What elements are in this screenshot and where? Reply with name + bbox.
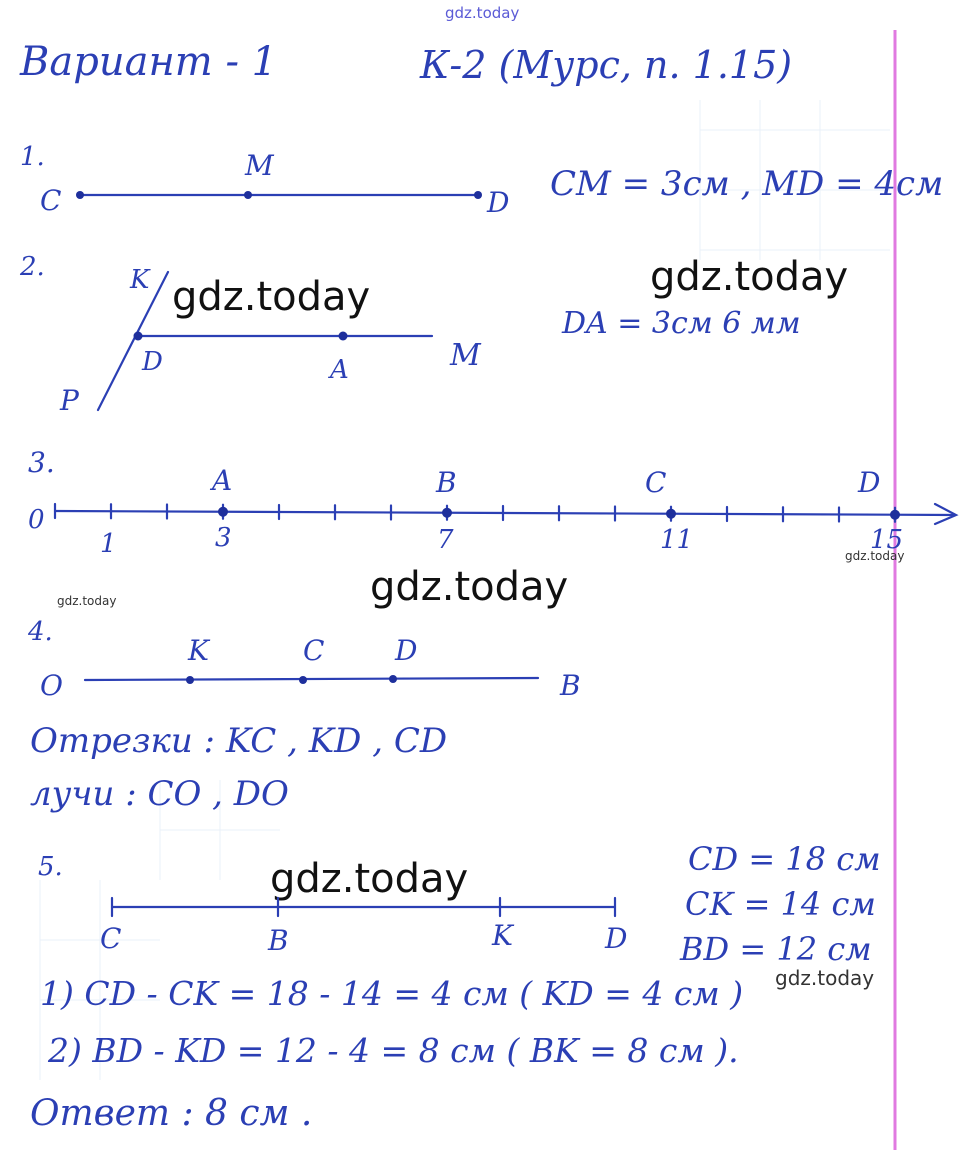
task2-label-p: P	[60, 384, 79, 417]
task5-label-k: K	[492, 919, 513, 952]
task1-point-d	[474, 191, 482, 199]
task4-number: 4.	[28, 617, 53, 647]
task4-point-c	[299, 676, 307, 684]
axis-point-c	[666, 509, 676, 519]
axis-point-d	[890, 510, 900, 520]
task4-label-b: B	[560, 669, 581, 702]
watermark-1: gdz.today	[172, 274, 371, 320]
task4-point-d	[389, 675, 397, 683]
task3-number: 3.	[28, 446, 55, 479]
task4-label-d: D	[395, 634, 418, 667]
task4-point-k	[186, 676, 194, 684]
task4-rays: лучи : CO , DO	[30, 774, 289, 814]
task4-label-c: C	[303, 634, 325, 667]
task5-label-d: D	[605, 922, 628, 955]
task5-given-ck: CK = 14 см	[685, 885, 876, 923]
task2-label-k: K	[130, 265, 150, 295]
watermark-4: gdz.today	[270, 856, 469, 902]
tick-label-1: 1	[100, 529, 117, 559]
axis-label-c: C	[645, 466, 667, 499]
watermark-small-1: gdz.today	[845, 549, 905, 563]
axis-label-d: D	[858, 466, 881, 499]
task1-number: 1.	[20, 142, 45, 172]
axis-point-b	[442, 508, 452, 518]
work-title: К-2 (Мурс, п. 1.15)	[420, 43, 793, 87]
watermark-small-3: gdz.today	[775, 966, 875, 990]
task5-label-c: C	[100, 922, 122, 955]
task1-point-c	[76, 191, 84, 199]
axis-label-b: B	[436, 466, 457, 499]
task5-step1: 1) CD - CK = 18 - 14 = 4 см ( KD = 4 см )	[40, 974, 744, 1013]
axis-point-a	[218, 507, 228, 517]
tick-label-11: 11	[660, 525, 694, 555]
task2-point-a	[339, 332, 348, 341]
task1-label-c: C	[40, 184, 62, 217]
task4-segments: Отрезки : KC , KD , CD	[30, 721, 448, 761]
tick-label-15: 15	[870, 525, 904, 555]
task1-label-m: M	[245, 149, 274, 182]
watermark-2: gdz.today	[650, 254, 849, 300]
tick-label-3: 3	[215, 523, 232, 553]
task5-given-cd: CD = 18 см	[688, 840, 881, 878]
task2-label-d: D	[142, 347, 163, 377]
task5-given-bd: BD = 12 см	[680, 930, 872, 968]
task4-label-k: K	[188, 634, 209, 667]
axis-label-a: A	[212, 464, 233, 497]
watermark-top: gdz.today	[445, 4, 520, 22]
task4-segment-ob	[85, 678, 538, 680]
variant-title: Вариант - 1	[20, 39, 278, 85]
watermark-3: gdz.today	[370, 564, 569, 610]
task1-label-d: D	[487, 186, 510, 219]
task5-step2: 2) BD - KD = 12 - 4 = 8 см ( BK = 8 см ).	[48, 1031, 739, 1070]
task3-origin-label: 0	[28, 505, 45, 535]
number-line	[55, 511, 955, 515]
watermark-small-2: gdz.today	[57, 594, 117, 608]
task5-answer: Ответ : 8 см .	[30, 1093, 313, 1134]
task2-note: DA = 3см 6 мм	[562, 306, 801, 341]
task1-note: CM = 3см , MD = 4см	[550, 164, 944, 204]
task5-number: 5.	[38, 852, 63, 882]
task1-point-m	[244, 191, 252, 199]
task2-label-m: M	[450, 338, 481, 373]
task2-number: 2.	[20, 252, 45, 282]
tick-label-7: 7	[437, 525, 454, 555]
task2-point-d	[134, 332, 143, 341]
task2-label-a: A	[330, 355, 349, 385]
task4-label-o: O	[40, 669, 63, 702]
task5-label-b: B	[268, 924, 289, 957]
